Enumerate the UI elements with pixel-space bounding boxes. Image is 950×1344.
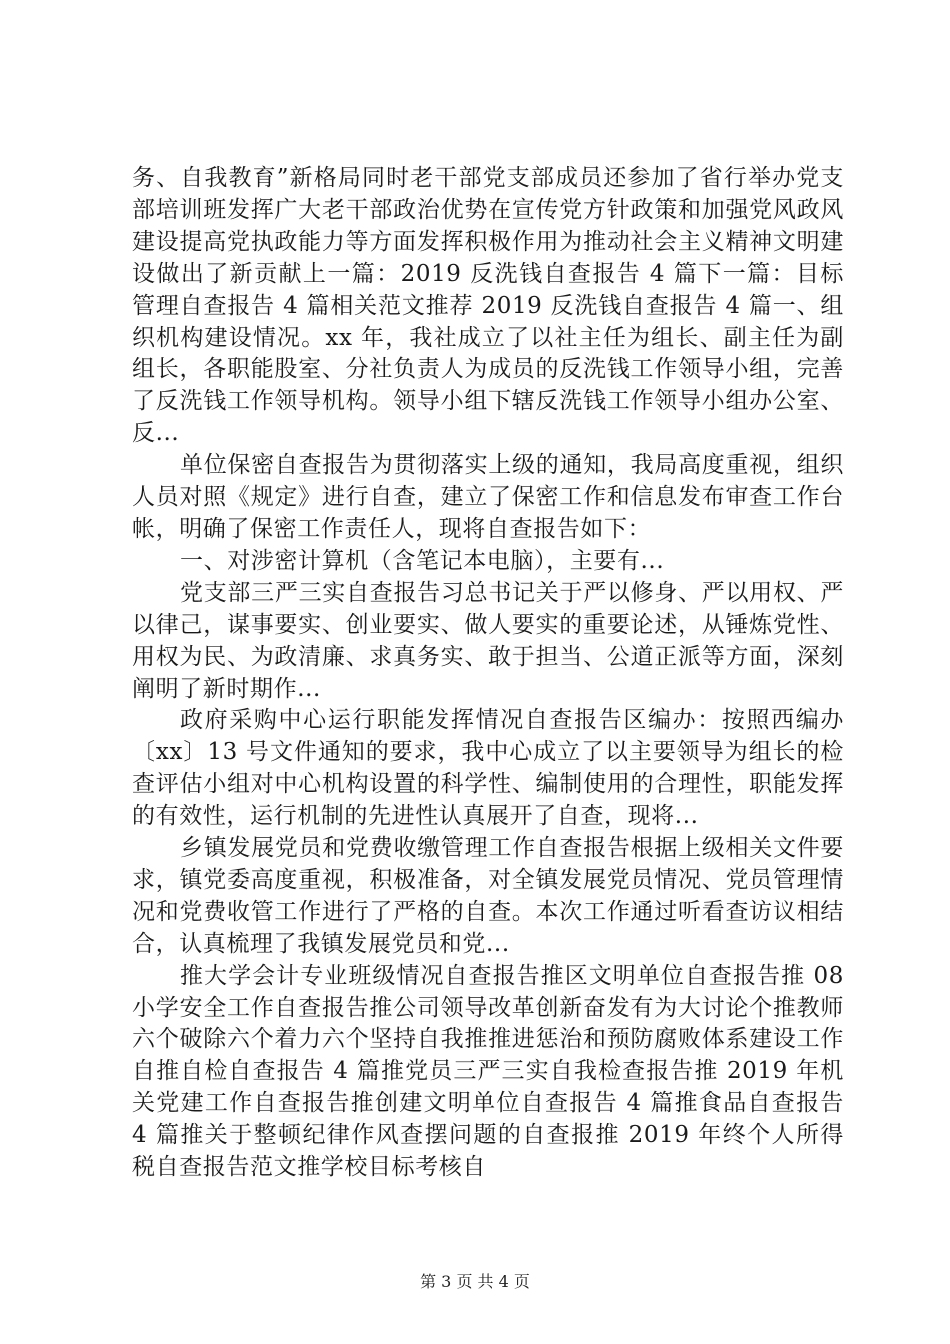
paragraph-procurement-center-report: 政府采购中心运行职能发挥情况自查报告区编办：按照西编办〔xx〕13 号文件通知的要求，我中心成立了以主要领导为组长的检查评估小组对中心机构设置的科学性、编制使用的合理性，职能发挥的有效性，运行机制的先进性认真展开了自查，现将... <box>132 707 844 830</box>
paragraph-continuation: 务、自我教育”新格局同时老干部党支部成员还参加了省行举办党支部培训班发挥广大老干部政治优势在宣传党方针政策和加强党风政风建设提高党执政能力等方面发挥积极作用为推动社会主义精神文明建设做出了新贡献上一篇：2019 反洗钱自查报告 4 篇下一篇：目标管理自查报告 4 篇相关范文推荐 2019 反洗钱自查报告 4 篇一、组织机构建设情况。xx 年，我社成立了以社主任为组长、副主任为副组长，各职能股室、分社负责人为成员的反洗钱工作领导小组，完善了反洗钱工作领导机构。领导小组下辖反洗钱工作领导小组办公室、反... <box>132 165 844 447</box>
paragraph-security-self-check: 单位保密自查报告为贯彻落实上级的通知，我局高度重视，组织人员对照《规定》进行自查，建立了保密工作和信息发布审查工作台帐，明确了保密工作责任人，现将自查报告如下： <box>132 452 844 542</box>
paragraph-township-party-report: 乡镇发展党员和党费收缴管理工作自查报告根据上级相关文件要求，镇党委高度重视，积极准备，对全镇发展党员情况、党员管理情况和党费收管工作进行了严格的自查。本次工作通过听看查访议相结合，认真梳理了我镇发展党员和党... <box>132 835 844 957</box>
page-number-footer: 第 3 页 共 4 页 <box>420 1272 530 1291</box>
paragraph-computer-item: 一、对涉密计算机（含笔记本电脑），主要有... <box>180 547 665 574</box>
paragraph-recommendations: 推大学会计专业班级情况自查报告推区文明单位自查报告推 08 小学安全工作自查报告推公司领导改革创新奋发有为大讨论个推教师六个破除六个着力六个坚持自我推推进惩治和预防腐败体系建设工作自推自检自查报告 4 篇推党员三严三实自我检查报告推 2019 年机关党建工作自查报告推创建文明单位自查报告 4 篇推食品自查报告 4 篇推关于整顿纪律作风查摆问题的自查报推 2019 年终个人所得税自查报告范文推学校目标考核自 <box>132 962 852 1181</box>
document-body <box>132 163 852 1184</box>
paragraph-party-branch-report: 党支部三严三实自查报告习总书记关于严以修身、严以用权、严以律己，谋事要实、创业要实、做人要实的重要论述，从锤炼党性、用权为民、为政清廉、求真务实、敢于担当、公道正派等方面，深刻阐明了新时期作... <box>132 579 844 702</box>
